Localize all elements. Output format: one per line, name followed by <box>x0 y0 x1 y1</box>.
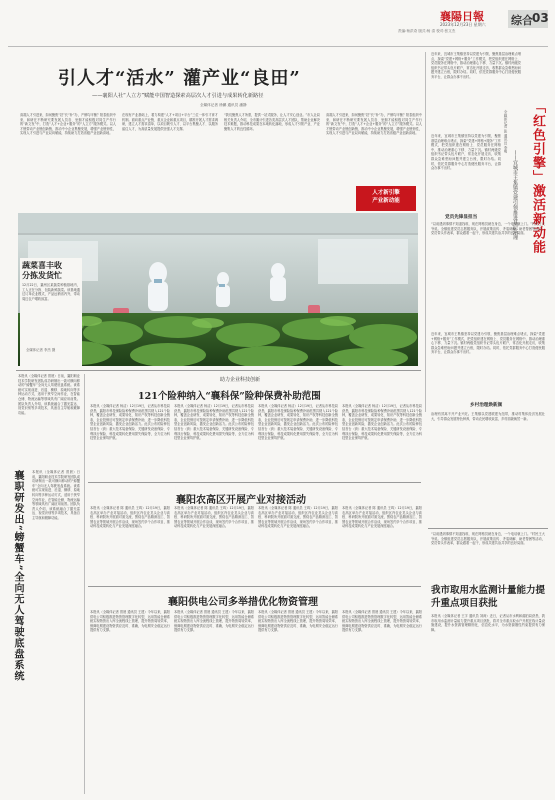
art4-body-col2: 本报讯（全媒体记者 曾晨 通讯员 王建）今年以来，襄阳供电公司积极推进物资管理数字化转型，运用智能仓储系统实现物资出入库全流程线上管理，提升物资周转效率，保障电网建设物资供应及时、准确，为电网安全稳定运行提供有力支撑。 <box>174 610 254 633</box>
right-article-intro: 近年来，宜城市王集镇坚持以党建为引领，聚焦基层治理难点堵点，探索“党建+网格+服务”工作模式，把党组织建在网格上、党员服务在网格中，推动治理重心下移、力量下沉。镇村两级党组织书记带头包片联户，常态化开展走访，收集群众急难愁盼问题并建立台账，限时办结。同时，依托党群服务中心打造便民服务平台，让群众办事不出村。 <box>431 52 521 79</box>
art4-body-col3: 本报讯（全媒体记者 曾晨 通讯员 王建）今年以来，襄阳供电公司积极推进物资管理数字化转型，运用智能仓储系统实现物资出入库全流程线上管理，提升物资周转效率，保障电网建设物资供应及时、准确，为电网安全稳定运行提供有力支撑。 <box>258 610 338 633</box>
right-article-body-c: 近年来，宜城市王集镇坚持以党建为引领，聚焦基层治理难点堵点，探索“党建+网格+服务”工作模式，把党组织建在网格上、党员服务在网格中，推动治理重心下移、力量下沉。镇村两级党组织书记带头包片联户，常态化开展走访，收集群众急难愁盼问题并建立台账，限时办结。同时，依托党群服务中心打造便民服务平台，让群众办事不出村。 <box>431 332 545 355</box>
left-article-body-a: 本报讯（全媒体记者 曾晨）日前，襄阳职业技术学院研发团队成功研制出一款可横向移动的“螃蟹车”全向无人驾驶底盘系统。该系统可实现前进、后退、横移、原地转向等多种运动方式，适用于狭窄空间作业，在智能仓储、物流运输等领域具有广阔应用前景。团队负责人介绍，该系统融合了激光雷达、视觉识别等多项技术，具备自主导航和避障功能。 <box>18 374 80 415</box>
art4-headline: 襄阳供电公司多举措优化物资管理 <box>168 597 318 608</box>
section-name: 综合 <box>511 14 533 27</box>
lead-body-col3: “我们聚焦人才所需，提供一站式服务，让人才安心创业。”市人社局相关负责人介绍，全市累计引进各类高层次人才团队，帮助企业解决技术难题，推动科技成果在本地转化落地，形成人才引领产业、产业聚集人才的良性循环。 <box>224 113 320 131</box>
art3-body-col1: 本报讯（全媒体记者 陈 通讯员 王鸣）12月19日，襄阳农高区举办产业对接活动，组织区内农业龙头企业与高校、科研院所开展面对面交流，围绕农产品精深加工、智慧农业等领域开展合作洽谈，现场签约多个合作项目，推动科技成果转化与产业发展深度融合。 <box>90 506 170 529</box>
art3-body-col4: 本报讯（全媒体记者 陈 通讯员 王鸣）12月19日，襄阳农高区举办产业对接活动，组织区内农业龙头企业与高校、科研院所开展面对面交流，围绕农产品精深加工、智慧农业等领域开展合作洽谈，现场签约多个合作项目，推动科技成果转化与产业发展深度融合。 <box>342 506 422 529</box>
art5-headline: 我市取用水监测计量能力提升重点项目获批 <box>431 585 546 609</box>
mid-kicker: 助力企业科技创新 <box>220 377 261 383</box>
right-article-body-d: 治理有效离不开产业兴旺。王集镇以党建联建为纽带，推动村集体经济发展壮大，引导群众发展特色种养，带动农民增收致富，乡村面貌焕然一新。 <box>431 412 545 421</box>
art3-body-col2: 本报讯（全媒体记者 陈 通讯员 王鸣）12月19日，襄阳农高区举办产业对接活动，组织区内农业龙头企业与高校、科研院所开展面对面交流，围绕农产品精深加工、智慧农业等领域开展合作洽谈，现场签约多个合作项目，推动科技成果转化与产业发展深度融合。 <box>174 506 254 529</box>
lead-tag: 人才新引擎 产业新动能 <box>356 186 416 211</box>
right-article-body-a: 近年来，宜城市王集镇坚持以党建为引领，聚焦基层治理难点堵点，探索“党建+网格+服务”工作模式，把党组织建在网格上、党员服务在网格中，推动治理重心下移、力量下沉。镇村两级党组织书记带头包片联户，常态化开展走访，收集群众急难愁盼问题并建立台账，限时办结。同时，依托党群服务中心打造便民服务平台，让群众办事不出村。 <box>431 134 501 171</box>
art4-body-col1: 本报讯（全媒体记者 曾晨 通讯员 王建）今年以来，襄阳供电公司积极推进物资管理数字化转型，运用智能仓储系统实现物资出入库全流程线上管理，提升物资周转效率，保障电网建设物资供应及时、准确，为电网安全稳定运行提供有力支撑。 <box>90 610 170 633</box>
right-article-byline: 全媒体记者 张 通讯员 李明 <box>504 110 508 154</box>
lead-body-col1: 高端人才引进来，如何聚焦“扶”长“补”办，产销均平衡？阳泰组织中来，和研在不断研究要发展人员各、坐拥才能积极对同生产作行的“新文发”中，打造“人才+企业+服务”的“人立方”服务模式。以人才链带动产业链创新链，推动中小企业集聚发展，增强产业链韧性，实现人才引进与产业双向赋能，持续助力打造省级产业创新高地。 <box>20 113 116 136</box>
paper-name: 襄陽日報 <box>440 10 484 23</box>
mid-body-col3: 本报讯（全媒体记者 杨洁）12月19日，记者从市科技局获悉，襄阳市科技保险险种保费补助范围共纳入121个险种，覆盖企业研发、成果转化、知识产权等科技创新全链条，企业投保后可按规定申请保费补助，进一步降低科技型企业创新风险，激发企业创新活力。此次公布的险种包括首台（套）重大技术装备保险、关键研发设备保险、专利执行保险、科技成果转化费用损失保险等，全方位为科技型企业保驾护航。 <box>258 404 338 441</box>
art4-body-col4: 本报讯（全媒体记者 曾晨 通讯员 王建）今年以来，襄阳供电公司积极推进物资管理数字化转型，运用智能仓储系统实现物资出入库全流程线上管理，提升物资周转效率，保障电网建设物资供应及时、准确，为电网安全稳定运行提供有力支撑。 <box>342 610 422 633</box>
mid-body-col2: 本报讯（全媒体记者 杨洁）12月19日，记者从市科技局获悉，襄阳市科技保险险种保费补助范围共纳入121个险种，覆盖企业研发、成果转化、知识产权等科技创新全链条，企业投保后可按规定申请保费补助，进一步降低科技型企业创新风险，激发企业创新活力。此次公布的险种包括首台（套）重大技术装备保险、关键研发设备保险、专利执行保险、科技成果转化费用损失保险等，全方位为科技型企业保驾护航。 <box>174 404 254 441</box>
right-section-1: 党员先锋显担当 <box>445 215 478 220</box>
left-article-body-b: 本报讯（全媒体记者 曾晨）日前，襄阳职业技术学院研发团队成功研制出一款可横向移动的“螃蟹车”全向无人驾驶底盘系统。该系统可实现前进、后退、横移、原地转向等多种运动方式，适用于狭窄空间作业，在智能仓储、物流运输等领域具有广阔应用前景。团队负责人介绍，该系统融合了激光雷达、视觉识别等多项技术，具备自主导航和避障功能。 <box>32 470 80 520</box>
caption-credit: 全媒体记者 李杰 摄 <box>26 348 56 352</box>
page-number: 03 <box>532 11 549 25</box>
lead-subheadline: ——襄阳人社“人立方”赋能中国智造探索高层次人才引进与成果转化新路径 <box>92 93 264 99</box>
left-article-title: 襄职研发出“螃蟹车”全向无人驾驶底盘系统 <box>12 470 23 682</box>
lead-body-col2: 在现有产业基础上，着力构建“人才+项目+平台”三位一体引才育才机制。面向重点产业链、重点企业和重点项目，精准开展人才需求调研，建立人才需求清单，以项目吸引人才、以平台集聚人才、以服务留住人才，为高质量发展提供坚强人才支撑。 <box>122 113 218 131</box>
right-article-subtitle: ——宜城市王集镇党建引领推进基层治理 <box>512 150 518 240</box>
caption-text: 12月22日，襄州区某蔬菜种植基地内，工人正在分拣、包装新鲜蔬菜。该基地通过订单农业模式，产品远销省内外，带动周边农户增收致富。 <box>22 283 80 301</box>
right-section-2: 乡村治理焕新颜 <box>470 403 503 408</box>
section-box <box>508 10 548 28</box>
right-lower-body: “以前遇到事情不知道找谁，现在网格员就在身边，一个电话就上门。”村民王大爷说。全镇组建党员志愿服务队，开展政策宣传、矛盾调解、助老帮困等活动，党员带头作表率，群众跟着一起干，形成共建共治共享的良好局面。 <box>431 532 545 546</box>
lead-body-col4: 高端人才引进来，如何聚焦“扶”长“补”办，产销均平衡？阳泰组织中来，和研在不断研究要发展人员各、坐拥才能积极对同生产作行的“新文发”中，打造“人才+企业+服务”的“人立方”服务模式。以人才链带动产业链创新链，推动中小企业集聚发展，增强产业链韧性，实现人才引进与产业双向赋能，持续助力打造省级产业创新高地。 <box>326 113 422 136</box>
art3-body-col3: 本报讯（全媒体记者 陈 通讯员 王鸣）12月19日，襄阳农高区举办产业对接活动，组织区内农业龙头企业与高校、科研院所开展面对面交流，围绕农产品精深加工、智慧农业等领域开展合作洽谈，现场签约多个合作项目，推动科技成果转化与产业发展深度融合。 <box>258 506 338 529</box>
lead-headline: 引人才“活水” 灌产业“良田” <box>58 68 301 89</box>
mid-body-col4: 本报讯（全媒体记者 杨洁）12月19日，记者从市科技局获悉，襄阳市科技保险险种保费补助范围共纳入121个险种，覆盖企业研发、成果转化、知识产权等科技创新全链条，企业投保后可按规定申请保费补助，进一步降低科技型企业创新风险，激发企业创新活力。此次公布的险种包括首台（套）重大技术装备保险、关键研发设备保险、专利执行保险、科技成果转化费用损失保险等，全方位为科技型企业保驾护航。 <box>342 404 422 441</box>
caption-title: 蔬菜喜丰收 分拣发货忙 <box>22 260 62 280</box>
editor-line: 责编:杨洪奇 版式:杨 清 校对:张文杰 <box>398 29 456 33</box>
mid-body-col1: 本报讯（全媒体记者 杨洁）12月19日，记者从市科技局获悉，襄阳市科技保险险种保费补助范围共纳入121个险种，覆盖企业研发、成果转化、知识产权等科技创新全链条，企业投保后可按规定申请保费补助，进一步降低科技型企业创新风险，激发企业创新活力。此次公布的险种包括首台（套）重大技术装备保险、关键研发设备保险、专利执行保险、科技成果转化费用损失保险等，全方位为科技型企业保驾护航。 <box>90 404 170 441</box>
masthead <box>388 8 548 44</box>
mid-headline: 121个险种纳入“襄科保”险种保费补助范围 <box>138 391 321 402</box>
photo-caption <box>20 258 82 366</box>
lead-byline: 全媒体记者 徐鹏 通讯员 潘静 <box>200 103 247 107</box>
art5-body: 本报讯（全媒体记者 王宇 通讯员 刘涛）近日，记者从市水利和湖泊局获悉，我市取用水监测计量能力提升重点项目获批，将对全市重点取水户开展在线计量设施建设，提升水资源管理精细化、信息化水平，为水资源刚性约束提供有力保障。 <box>431 614 545 632</box>
right-article-body-b: “以前遇到事情不知道找谁，现在网格员就在身边，一个电话就上门。”村民王大爷说。全镇组建党员志愿服务队，开展政策宣传、矛盾调解、助老帮困等活动，党员带头作表率，群众跟着一起干，形成共建共治共享的良好局面。 <box>431 222 545 236</box>
art3-headline: 襄阳农高区开展产业对接活动 <box>176 495 306 506</box>
date-line: 2023年12月23日 星期六 <box>440 22 486 27</box>
right-article-title: 「红色引擎」激活新动能 <box>530 100 545 254</box>
